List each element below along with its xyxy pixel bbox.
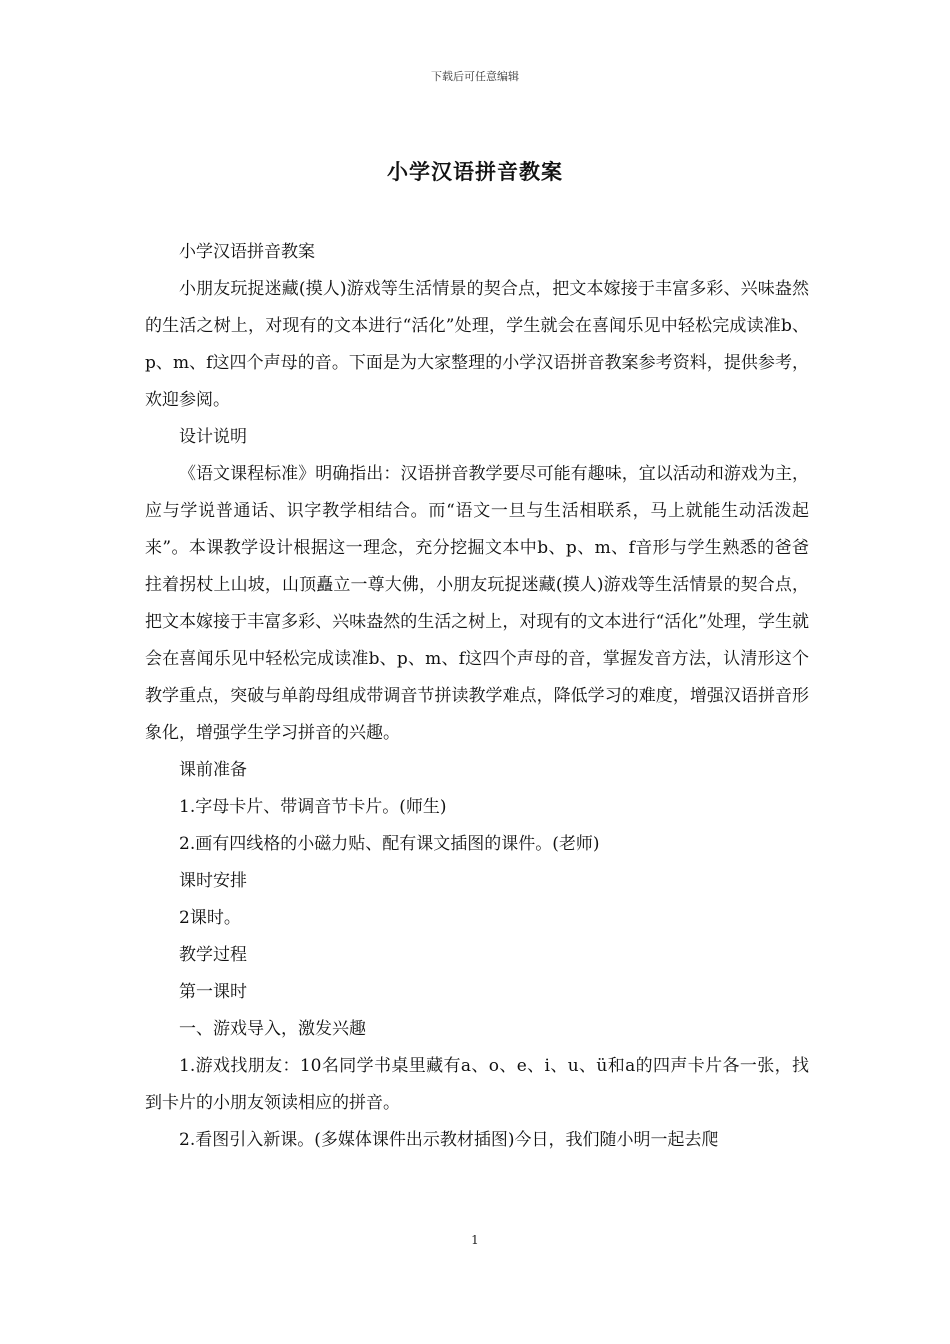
paragraph: 《语文课程标准》明确指出：汉语拼音教学要尽可能有趣味，宜以活动和游戏为主，应与学说普通话、识字教学相结合。而“语文一旦与生活相联系，马上就能生动活泼起来”。本课教学设计根据这一理念，充分挖掘文本中b、p、m、f音形与学生熟悉的爸爸拄着拐杖上山坡，山顶矗立一尊大佛，小朋友玩捉迷藏(摸人)游戏等生活情景的契合点，把文本嫁接于丰富多彩、兴味盎然的生活之树上，对现有的文本进行“活化”处理，学生就会在喜闻乐见中轻松完成读准b、p、m、f这四个声母的音，掌握发音方法，认清形这个教学重点，突破与单韵母组成带调音节拼读教学难点，降低学习的难度，增强汉语拼音形象化，增强学生学习拼音的兴趣。 bbox=[145, 464, 809, 743]
section-heading: 第一课时 bbox=[179, 982, 247, 1002]
section-heading: 课时安排 bbox=[179, 871, 247, 891]
paragraph: 2课时。 bbox=[179, 908, 241, 928]
document-body bbox=[145, 234, 809, 1159]
list-item: 1.游戏找朋友：10名同学书桌里藏有a、o、e、i、u、ü和a的四声卡片各一张，找到卡片的小朋友领读相应的拼音。 bbox=[145, 1056, 809, 1113]
paragraph: 小朋友玩捉迷藏(摸人)游戏等生活情景的契合点，把文本嫁接于丰富多彩、兴味盎然的生活之树上，对现有的文本进行“活化”处理，学生就会在喜闻乐见中轻松完成读准b、p、m、f这四个声母的音。下面是为大家整理的小学汉语拼音教案参考资料，提供参考，欢迎参阅。 bbox=[145, 279, 809, 410]
page-number: 1 bbox=[471, 1233, 479, 1247]
section-heading: 设计说明 bbox=[179, 427, 247, 447]
section-heading: 课前准备 bbox=[179, 760, 247, 780]
list-item: 2.看图引入新课。(多媒体课件出示教材插图)今日，我们随小明一起去爬 bbox=[179, 1130, 719, 1150]
section-heading: 一、游戏导入，激发兴趣 bbox=[179, 1019, 366, 1039]
page-header-note: 下载后可任意编辑 bbox=[431, 70, 519, 83]
list-item: 1.字母卡片、带调音节卡片。(师生) bbox=[179, 797, 447, 817]
paragraph: 小学汉语拼音教案 bbox=[179, 242, 315, 262]
document-title: 小学汉语拼音教案 bbox=[387, 160, 563, 184]
section-heading: 教学过程 bbox=[179, 945, 247, 965]
list-item: 2.画有四线格的小磁力贴、配有课文插图的课件。(老师) bbox=[179, 834, 600, 854]
